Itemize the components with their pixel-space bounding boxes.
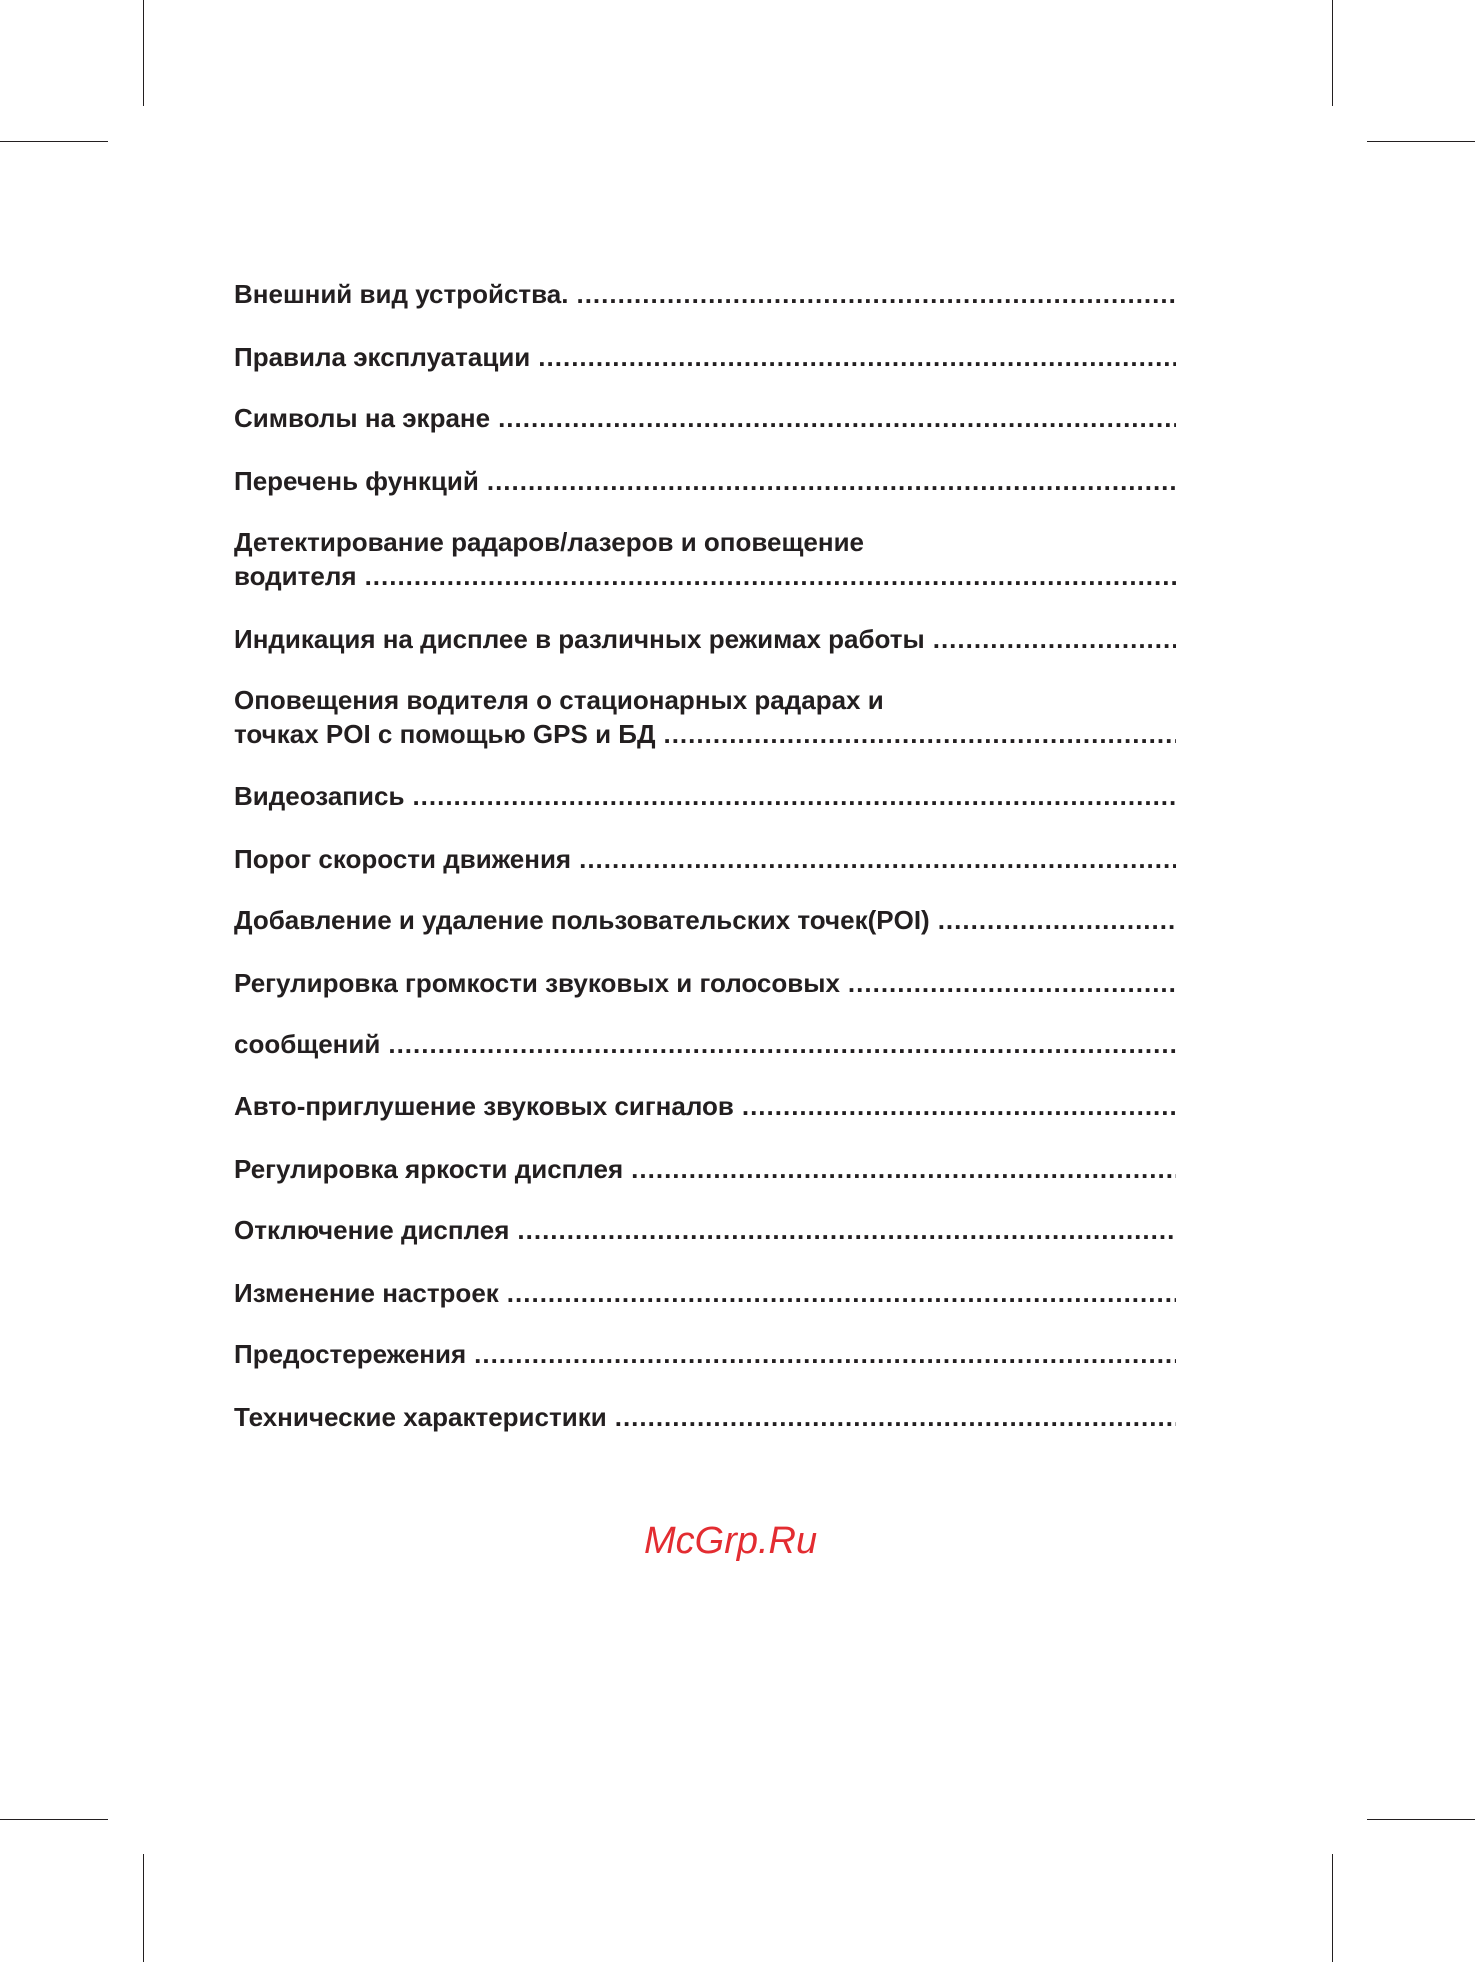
toc-entry[interactable] bbox=[234, 779, 1176, 813]
toc-entry-line bbox=[234, 525, 1176, 559]
toc-entry-line bbox=[234, 1337, 1176, 1371]
toc-entry-title: Технические характеристики bbox=[234, 1402, 607, 1432]
toc-entry[interactable] bbox=[234, 1337, 1176, 1371]
crop-mark bbox=[0, 1819, 108, 1820]
toc-entry-title: Индикация на дисплее в различных режимах работы bbox=[234, 624, 925, 654]
dot-leader bbox=[663, 717, 1176, 751]
toc-entry[interactable] bbox=[234, 340, 1176, 374]
toc-entry-title: Авто-приглушение звуковых сигналов bbox=[234, 1091, 734, 1121]
toc-entry[interactable] bbox=[234, 842, 1176, 876]
toc-entry-title: Регулировка яркости дисплея bbox=[234, 1154, 624, 1184]
crop-mark bbox=[0, 141, 108, 142]
toc-entry-title: сообщений bbox=[234, 1029, 381, 1059]
toc-entry-title: Порог скорости движения bbox=[234, 844, 572, 874]
toc-entry-title: Детектирование радаров/лазеров и оповещение bbox=[234, 527, 865, 557]
dot-leader bbox=[538, 340, 1176, 374]
toc-entry[interactable] bbox=[234, 401, 1176, 435]
dot-leader bbox=[474, 1337, 1176, 1371]
toc-entry[interactable] bbox=[234, 1089, 1176, 1123]
dot-leader bbox=[365, 559, 1176, 593]
toc-entry[interactable] bbox=[234, 1152, 1176, 1186]
toc-entry-title: Видеозапись bbox=[234, 781, 405, 811]
crop-mark bbox=[143, 1854, 144, 1962]
toc-entry[interactable] bbox=[234, 683, 1176, 751]
toc-entry[interactable] bbox=[234, 903, 1176, 937]
dot-leader bbox=[631, 1152, 1176, 1186]
toc-entry-line bbox=[234, 464, 1176, 498]
dot-leader bbox=[498, 401, 1176, 435]
toc-entry-title: Внешний вид устройства. bbox=[234, 279, 569, 309]
dot-leader bbox=[388, 1027, 1176, 1061]
toc-entry-line bbox=[234, 277, 1176, 311]
crop-mark bbox=[143, 0, 144, 106]
dot-leader bbox=[742, 1089, 1176, 1123]
toc-entry-title: Отключение дисплея bbox=[234, 1215, 510, 1245]
dot-leader bbox=[848, 966, 1176, 1000]
toc-entry-line bbox=[234, 903, 1176, 937]
toc-entry[interactable] bbox=[234, 1213, 1176, 1247]
toc-entry-title: Правила эксплуатации bbox=[234, 342, 531, 372]
toc-entry-title: водителя bbox=[234, 561, 357, 591]
watermark: McGrp.Ru bbox=[644, 1520, 818, 1562]
toc-entry-title: Перечень функций bbox=[234, 466, 479, 496]
toc-entry[interactable] bbox=[234, 464, 1176, 498]
toc-entry-line bbox=[234, 1027, 1176, 1061]
crop-mark bbox=[1367, 1819, 1475, 1820]
toc-entry[interactable] bbox=[234, 1276, 1176, 1310]
toc-entry-line bbox=[234, 340, 1176, 374]
dot-leader bbox=[517, 1213, 1176, 1247]
toc-entry-line bbox=[234, 779, 1176, 813]
dot-leader bbox=[579, 842, 1176, 876]
dot-leader bbox=[412, 779, 1176, 813]
toc-entry[interactable] bbox=[234, 1400, 1176, 1434]
toc-entry-title: Предостережения bbox=[234, 1339, 467, 1369]
toc-entry-title: Изменение настроек bbox=[234, 1278, 499, 1308]
toc-entry-title: Добавление и удаление пользовательских точек(POI) bbox=[234, 905, 930, 935]
dot-leader bbox=[933, 622, 1176, 656]
toc-entry[interactable] bbox=[234, 966, 1176, 1000]
dot-leader bbox=[487, 464, 1176, 498]
toc-entry-line bbox=[234, 622, 1176, 656]
dot-leader bbox=[938, 903, 1176, 937]
dot-leader bbox=[507, 1276, 1176, 1310]
toc-entry-line bbox=[234, 559, 1176, 593]
toc-entry[interactable] bbox=[234, 1027, 1176, 1061]
toc-entry-line bbox=[234, 1213, 1176, 1247]
toc-entry-title: Регулировка громкости звуковых и голосовых bbox=[234, 968, 840, 998]
crop-mark bbox=[1332, 1854, 1333, 1962]
toc-entry-line bbox=[234, 1276, 1176, 1310]
toc-entry-line bbox=[234, 683, 1176, 717]
toc-entry[interactable] bbox=[234, 525, 1176, 593]
dot-leader bbox=[615, 1400, 1176, 1434]
toc-entry-line bbox=[234, 717, 1176, 751]
crop-mark bbox=[1332, 0, 1333, 106]
toc-entry-title: Символы на экране bbox=[234, 403, 491, 433]
toc-entry[interactable] bbox=[234, 277, 1176, 311]
toc-entry-line bbox=[234, 966, 1176, 1000]
toc-entry-line bbox=[234, 1400, 1176, 1434]
crop-mark bbox=[1367, 141, 1475, 142]
toc-entry[interactable] bbox=[234, 622, 1176, 656]
toc-entry-line bbox=[234, 401, 1176, 435]
dot-leader bbox=[576, 277, 1176, 311]
toc-entry-title: точках POI с помощью GPS и БД bbox=[234, 719, 656, 749]
toc-entry-line bbox=[234, 842, 1176, 876]
toc-entry-line bbox=[234, 1152, 1176, 1186]
toc-entry-title: Оповещения водителя о стационарных радарах и bbox=[234, 685, 884, 715]
toc-entry-line bbox=[234, 1089, 1176, 1123]
